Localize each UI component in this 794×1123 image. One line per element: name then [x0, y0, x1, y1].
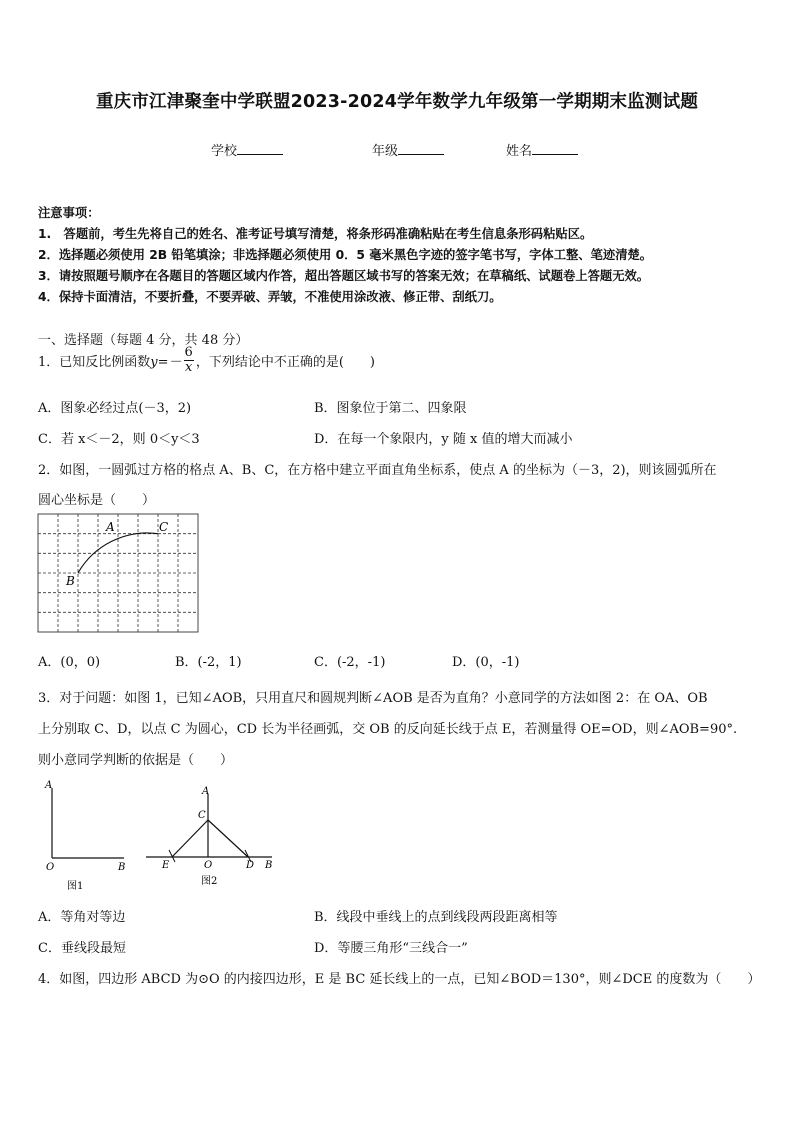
fig2-label-d: D	[246, 860, 255, 871]
q1-suffix: ，下列结论中不正确的是( )	[195, 355, 375, 370]
notice-item-2: 2．选择题必须使用 2B 铅笔填涂；非选择题必须使用 0．5 毫米黑色字迹的签字笔书写，字体工整、笔迹清楚。	[38, 248, 653, 262]
name-blank[interactable]	[532, 142, 578, 155]
notice-heading: 注意事项：	[38, 206, 100, 220]
q2-option-b[interactable]: B．(-2，1)	[175, 655, 242, 670]
q3-option-b[interactable]: B．线段中垂线上的点到线段两段距离相等	[314, 910, 558, 925]
q3-text-line1: 3．对于问题：如图 1，已知∠AOB，只用直尺和圆规判断∠AOB 是否为直角？小意同学的方法如图 2：在 OA、OB	[38, 691, 708, 706]
fig2-label-b: B	[265, 860, 273, 871]
fig2-label-a: A	[202, 786, 210, 797]
q1-func-lhs: y=－	[150, 355, 182, 370]
q3-option-a[interactable]: A．等角对等边	[38, 910, 126, 925]
q2-text-line2: 圆心坐标是（ ）	[38, 493, 156, 508]
q1-frac-num: 6	[184, 345, 193, 360]
fig2-label-o: O	[204, 860, 213, 871]
q1-option-d[interactable]: D．在每一个象限内，y 随 x 值的增大而减小	[314, 432, 573, 447]
q1-prefix: 1．已知反比例函数	[38, 355, 151, 370]
school-field[interactable]	[211, 140, 283, 159]
fig2-label-e: E	[162, 860, 170, 871]
q3-figure-2	[142, 780, 282, 890]
fig2-caption: 图2	[201, 876, 218, 887]
q2-option-d[interactable]: D．(0，-1)	[452, 655, 520, 670]
grade-field[interactable]	[372, 140, 444, 159]
q2-label-c: C	[159, 520, 169, 534]
name-field[interactable]	[506, 140, 578, 159]
name-label: 姓名	[506, 144, 533, 159]
q2-label-a: A	[106, 520, 115, 534]
q2-label-b: B	[66, 574, 75, 588]
q1-fraction	[184, 346, 194, 375]
q3-option-d[interactable]: D．等腰三角形“三线合一”	[314, 941, 468, 956]
grade-blank[interactable]	[398, 142, 444, 155]
question-1	[38, 346, 375, 375]
fig1-label-b: B	[118, 862, 126, 873]
fig2-label-c: C	[198, 810, 206, 821]
q3-text-line2: 上分别取 C、D，以点 C 为圆心，CD 长为半径画弧，交 OB 的反向延长线于点 E，若测量得 OE=OD，则∠AOB=90°.	[38, 722, 738, 737]
fig1-label-o: O	[46, 862, 55, 873]
school-label: 学校	[211, 144, 238, 159]
notice-item-3: 3．请按照题号顺序在各题目的答题区域内作答，超出答题区域书写的答案无效；在草稿纸、试题卷上答题无效。	[38, 269, 650, 283]
q3-text-line3: 则小意同学判断的依据是（ ）	[38, 753, 234, 768]
fig1-caption: 图1	[67, 881, 84, 892]
q2-text-line1: 2．如图，一圆弧过方格的格点 A、B、C，在方格中建立平面直角坐标系，使点 A 的坐标为（－3，2)，则该圆弧所在	[38, 463, 717, 478]
fig1-label-a: A	[45, 780, 53, 791]
grade-label: 年级	[372, 144, 399, 159]
q1-option-a[interactable]: A．图象必经过点(－3，2)	[38, 401, 192, 416]
q4-text-line1: 4．如图，四边形 ABCD 为⊙O 的内接四边形，E 是 BC 延长线上的一点，已知∠BOD＝130°，则∠DCE 的度数为（ ）	[38, 972, 761, 987]
q2-option-c[interactable]: C．(-2，-1)	[314, 655, 386, 670]
section-heading: 一、选择题（每题 4 分，共 48 分）	[38, 333, 249, 348]
q2-grid-figure	[37, 513, 199, 634]
q3-option-c[interactable]: C．垂线段最短	[38, 941, 126, 956]
notice-item-4: 4．保持卡面清洁，不要折叠，不要弄破、弄皱，不准使用涂改液、修正带、刮纸刀。	[38, 290, 502, 304]
q1-option-b[interactable]: B．图象位于第二、四象限	[314, 401, 467, 416]
page-title: 重庆市江津聚奎中学联盟2023-2024学年数学九年级第一学期期末监测试题	[95, 92, 699, 112]
q1-option-c[interactable]: C．若 x＜－2，则 0＜y＜3	[38, 432, 200, 447]
q3-figure-1	[40, 776, 140, 894]
q1-frac-den: x	[185, 360, 193, 375]
notice-item-1: 1. 答题前，考生先将自己的姓名、准考证号填写清楚，将条形码准确粘贴在考生信息条形码粘贴区。	[38, 227, 593, 241]
q2-option-a[interactable]: A．(0，0)	[38, 655, 101, 670]
school-blank[interactable]	[237, 142, 283, 155]
